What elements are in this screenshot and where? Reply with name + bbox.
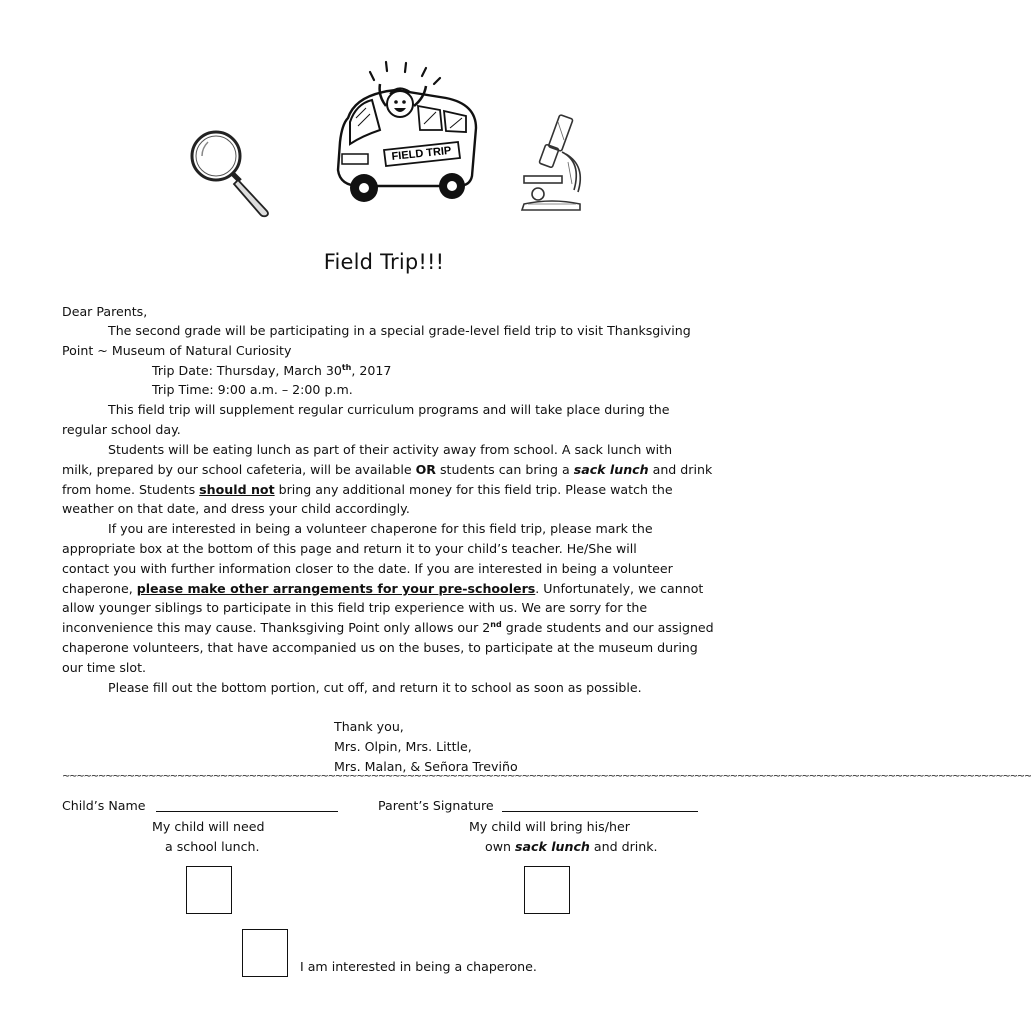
trip-date-text: Trip Date: Thursday, March 30 xyxy=(152,363,342,378)
own-lunch-text: own xyxy=(485,839,515,854)
microscope-icon xyxy=(516,112,588,214)
p4-text: grade students and our assigned xyxy=(501,620,714,635)
paragraph-4-line-8: our time slot. xyxy=(62,660,147,675)
paragraph-2-line-2: regular school day. xyxy=(62,422,181,437)
parent-signature-row xyxy=(378,798,698,814)
paragraph-3-line-1: Students will be eating lunch as part of their activity away from school. A sack lunch with xyxy=(108,442,673,457)
grade-suffix: nd xyxy=(490,620,502,629)
chaperone-checkbox[interactable] xyxy=(242,929,288,977)
school-lunch-checkbox[interactable] xyxy=(186,866,232,914)
paragraph-3-line-3 xyxy=(62,482,673,498)
paragraph-1-line-2: Point ~ Museum of Natural Curiosity xyxy=(62,343,292,358)
child-name-label: Child’s Name xyxy=(62,798,146,813)
paragraph-4-line-3: contact you with further information closer to the date. If you are interested in being a volunteer xyxy=(62,561,673,576)
school-lunch-line-1: My child will need xyxy=(152,819,265,834)
trip-date-year: , 2017 xyxy=(351,363,392,378)
own-lunch-text: and drink. xyxy=(589,839,658,854)
p4-text: . Unfortunately, we cannot xyxy=(535,581,704,596)
signoff-names-1: Mrs. Olpin, Mrs. Little, xyxy=(334,739,472,754)
school-lunch-line-2: a school lunch. xyxy=(165,839,260,854)
paragraph-4-line-1: If you are interested in being a volunteer chaperone for this field trip, please mark the xyxy=(108,521,653,536)
preschoolers-emphasis: please make other arrangements for your pre-schoolers xyxy=(136,581,536,596)
sack-lunch-emphasis: sack lunch xyxy=(573,462,649,477)
paragraph-4-line-7: chaperone volunteers, that have accompanied us on the buses, to participate at the museum during xyxy=(62,640,698,655)
own-lunch-line-1: My child will bring his/her xyxy=(469,819,630,834)
or-emphasis: OR xyxy=(415,462,436,477)
paragraph-4-line-2: appropriate box at the bottom of this page and return it to your child’s teacher. He/She will xyxy=(62,541,637,556)
paragraph-4-line-5: allow younger siblings to participate in this field trip experience with us. We are sorry for the xyxy=(62,600,648,615)
magnifying-glass-icon xyxy=(188,128,274,218)
child-name-field[interactable] xyxy=(156,799,338,812)
paragraph-2-line-1: This field trip will supplement regular curriculum programs and will take place during the xyxy=(108,402,670,417)
cut-line-text: ~~~~~~~~~~~~~~~~~~~~~~~~~~~~~~~~~~~~~~~~~~~~~~~~~~~~~~~~~~~~~~~~~~~~~~~~~~~~~~~~~~~~~~~~~~~~~~~~~~~~~~~~~~~~~~~~~~~~~~~~~~~~~~~~~~~~~~~ xyxy=(62,771,1031,782)
trip-date xyxy=(152,363,391,379)
field-trip-bus-icon xyxy=(326,58,486,206)
paragraph-5: Please fill out the bottom portion, cut off, and return it to school as soon as possible. xyxy=(108,680,642,695)
parent-signature-label: Parent’s Signature xyxy=(378,798,494,813)
bus-sign-text: FIELD TRIP xyxy=(391,144,452,163)
p3-text: and drink xyxy=(648,462,713,477)
paragraph-3-line-4: weather on that date, and dress your child accordingly. xyxy=(62,501,410,516)
chaperone-label: I am interested in being a chaperone. xyxy=(300,959,537,974)
salutation: Dear Parents, xyxy=(62,304,148,319)
p4-text: chaperone, xyxy=(62,581,137,596)
paragraph-4-line-4 xyxy=(62,581,703,597)
p3-text: students can bring a xyxy=(435,462,574,477)
should-not-emphasis: should not xyxy=(199,482,275,497)
page-title: Field Trip!!! xyxy=(323,250,445,274)
p3-text: milk, prepared by our school cafeteria, will be available xyxy=(62,462,416,477)
trip-date-suffix: th xyxy=(341,363,352,372)
signoff-thanks: Thank you, xyxy=(334,719,404,734)
p3-text: bring any additional money for this field trip. Please watch the xyxy=(274,482,673,497)
trip-time: Trip Time: 9:00 a.m. – 2:00 p.m. xyxy=(152,382,353,397)
own-lunch-line-2 xyxy=(485,839,658,855)
parent-signature-field[interactable] xyxy=(502,799,698,812)
own-lunch-checkbox[interactable] xyxy=(524,866,570,914)
p3-text: from home. Students xyxy=(62,482,200,497)
paragraph-4-line-6 xyxy=(62,620,714,636)
cut-line xyxy=(62,771,1031,782)
paragraph-3-line-2 xyxy=(62,462,712,478)
sack-lunch-emphasis: sack lunch xyxy=(515,839,590,854)
child-name-row xyxy=(62,798,338,814)
p4-text: inconvenience this may cause. Thanksgiving Point only allows our 2 xyxy=(62,620,491,635)
paragraph-1-line-1: The second grade will be participating in a special grade-level field trip to visit Thanksgiving xyxy=(108,323,691,338)
signoff-names-2: Mrs. Malan, & Señora Treviño xyxy=(334,759,518,774)
